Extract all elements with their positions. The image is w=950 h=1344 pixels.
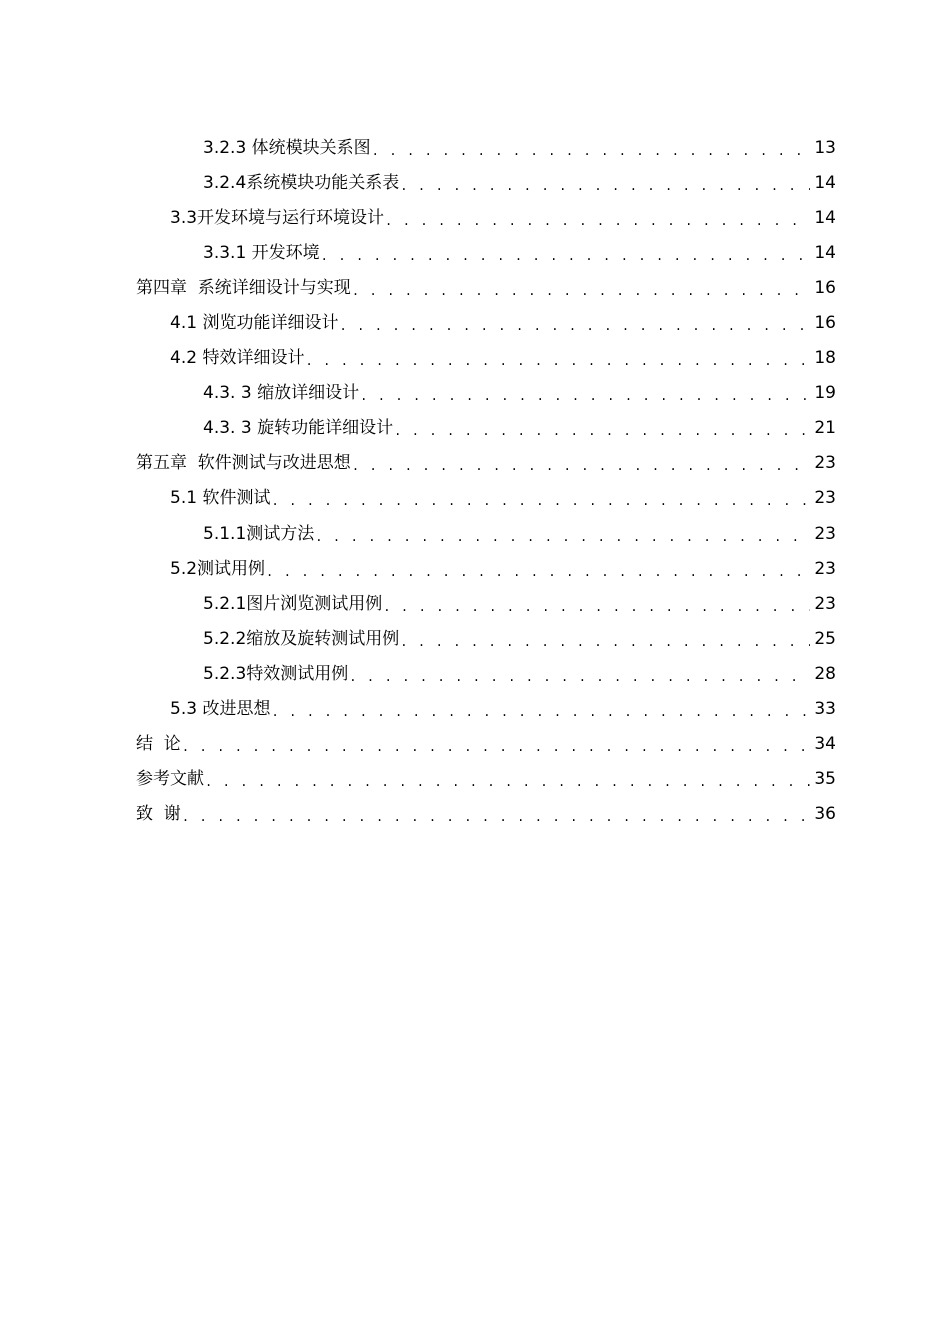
toc-entry[interactable] xyxy=(0,586,950,621)
toc-entry[interactable] xyxy=(0,130,950,165)
toc-dot-leader xyxy=(305,351,810,371)
toc-dot-leader xyxy=(400,176,810,196)
toc-entry[interactable] xyxy=(0,797,950,832)
toc-entry[interactable] xyxy=(0,692,950,727)
toc-dot-leader xyxy=(271,702,810,722)
toc-entry-title: 5.1 软件测试 xyxy=(170,488,271,509)
toc-entry[interactable] xyxy=(0,376,950,411)
toc-entry-title: 第五章 软件测试与改进思想 xyxy=(136,453,351,474)
toc-entry-page: 18 xyxy=(814,348,836,369)
toc-dot-leader xyxy=(315,527,810,547)
toc-dot-leader xyxy=(385,211,810,231)
toc-dot-leader xyxy=(352,281,811,301)
toc-entry-page: 34 xyxy=(814,734,836,755)
toc-entry-page: 23 xyxy=(814,488,836,509)
toc-dot-leader xyxy=(400,632,810,652)
toc-entry-page: 14 xyxy=(814,172,836,193)
toc-entry-title: 5.2.3特效测试用例 xyxy=(203,663,349,684)
toc-dot-leader xyxy=(349,667,810,687)
toc-entry-title: 3.3开发环境与运行环境设计 xyxy=(170,207,385,228)
toc-entry[interactable] xyxy=(0,446,950,481)
toc-entry[interactable] xyxy=(0,621,950,656)
toc-entry-page: 35 xyxy=(814,769,836,790)
toc-entry-page: 33 xyxy=(814,699,836,720)
toc-entry-title: 4.3. 3 缩放详细设计 xyxy=(203,383,360,404)
toc-entry-page: 28 xyxy=(814,663,836,684)
toc-dot-leader xyxy=(394,421,810,441)
toc-entry-title: 参考文献 xyxy=(136,769,204,790)
toc-dot-leader xyxy=(339,316,810,336)
toc-entry-title: 致 谢 xyxy=(136,804,181,825)
toc-entry-page: 23 xyxy=(814,453,836,474)
toc-entry-page: 25 xyxy=(814,628,836,649)
toc-entry-title: 5.3 改进思想 xyxy=(170,699,271,720)
toc-entry[interactable] xyxy=(0,305,950,340)
toc-entry[interactable] xyxy=(0,270,950,305)
toc-entry-title: 结 论 xyxy=(136,734,181,755)
toc-entry-page: 13 xyxy=(814,137,836,158)
toc-entry-title: 第四章 系统详细设计与实现 xyxy=(136,277,351,298)
toc-entry[interactable] xyxy=(0,516,950,551)
toc-entry[interactable] xyxy=(0,656,950,691)
toc-entry-page: 14 xyxy=(814,242,836,263)
toc-entry-title: 4.1 浏览功能详细设计 xyxy=(170,313,339,334)
toc-entry-page: 23 xyxy=(814,558,836,579)
toc-entry-title: 4.2 特效详细设计 xyxy=(170,348,305,369)
toc-dot-leader xyxy=(321,246,811,266)
toc-dot-leader xyxy=(266,562,810,582)
toc-entry-title: 5.2.2缩放及旋转测试用例 xyxy=(203,628,400,649)
toc-dot-leader xyxy=(372,141,811,161)
toc-entry-page: 16 xyxy=(814,277,836,298)
toc-entry[interactable] xyxy=(0,481,950,516)
toc-entry[interactable] xyxy=(0,762,950,797)
toc-entry-page: 36 xyxy=(814,804,836,825)
toc-entry[interactable] xyxy=(0,341,950,376)
toc-entry-page: 23 xyxy=(814,523,836,544)
toc-entry-page: 21 xyxy=(814,418,836,439)
toc-dot-leader xyxy=(383,597,810,617)
toc-entry-title: 5.2测试用例 xyxy=(170,558,266,579)
toc-dot-leader xyxy=(205,772,810,792)
toc-entry[interactable] xyxy=(0,235,950,270)
toc-entry-title: 3.2.4系统模块功能关系表 xyxy=(203,172,400,193)
table-of-contents xyxy=(0,130,950,832)
toc-entry-page: 19 xyxy=(814,383,836,404)
toc-entry[interactable] xyxy=(0,551,950,586)
toc-entry-title: 3.2.3 体统模块关系图 xyxy=(203,137,371,158)
toc-dot-leader xyxy=(360,386,810,406)
toc-entry-page: 14 xyxy=(814,207,836,228)
toc-entry-title: 4.3. 3 旋转功能详细设计 xyxy=(203,418,394,439)
toc-entry-title: 5.1.1测试方法 xyxy=(203,523,315,544)
toc-entry[interactable] xyxy=(0,411,950,446)
toc-dot-leader xyxy=(182,737,811,757)
toc-entry[interactable] xyxy=(0,165,950,200)
toc-entry[interactable] xyxy=(0,200,950,235)
toc-entry-page: 16 xyxy=(814,313,836,334)
toc-dot-leader xyxy=(352,456,811,476)
toc-entry-title: 5.2.1图片浏览测试用例 xyxy=(203,593,383,614)
toc-dot-leader xyxy=(271,491,810,511)
toc-entry-title: 3.3.1 开发环境 xyxy=(203,242,320,263)
toc-entry-page: 23 xyxy=(814,593,836,614)
toc-entry[interactable] xyxy=(0,727,950,762)
toc-dot-leader xyxy=(182,807,811,827)
